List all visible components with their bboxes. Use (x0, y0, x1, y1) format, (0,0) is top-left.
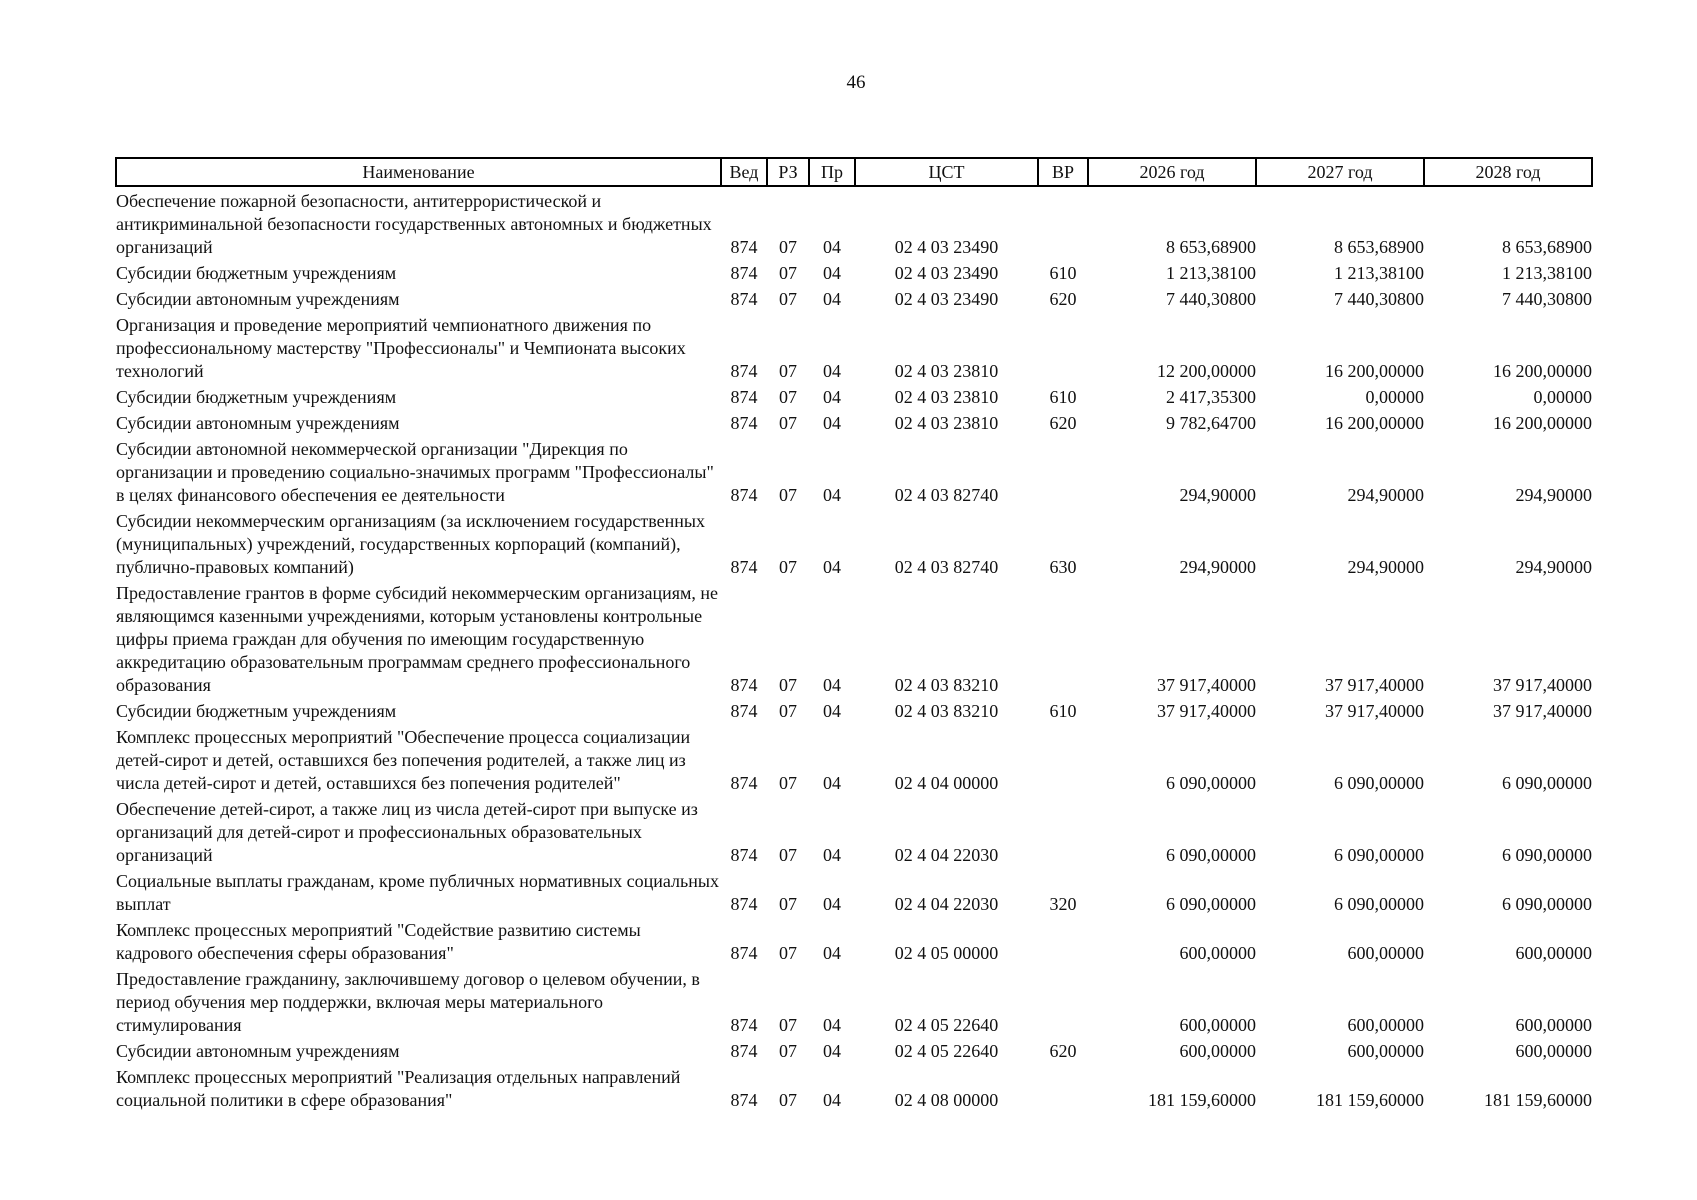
cell-2026: 294,90000 (1179, 557, 1256, 577)
cell-pr: 04 (823, 1041, 841, 1061)
cell-2026: 2 417,35300 (1166, 387, 1256, 407)
cell-2027: 16 200,00000 (1325, 413, 1424, 433)
cell-name: Обеспечение детей-сирот, а также лиц из числа детей-сирот при выпуске из организаций для детей-сирот и профессиональных образовательных организаций (116, 799, 698, 865)
cell-rz: 07 (779, 237, 797, 257)
cell-2026: 37 917,40000 (1157, 675, 1256, 695)
cell-2028: 600,00000 (1515, 943, 1592, 963)
budget-table (115, 157, 1593, 1112)
cell-pr: 04 (823, 557, 841, 577)
cell-name: Комплекс процессных мероприятий "Обеспечение процесса социализации детей-сирот и детей, оставшихся без попечения родителей, а также лиц из числа детей-сирот и детей, оставшихся без попечения родителей" (116, 727, 691, 793)
cell-cst: 02 4 08 00000 (894, 1090, 999, 1110)
cell-2028: 0,00000 (1533, 387, 1592, 407)
table-row (116, 579, 1592, 697)
cell-name: Социальные выплаты гражданам, кроме публичных нормативных социальных выплат (116, 871, 719, 914)
cell-pr: 04 (823, 237, 841, 257)
cell-name: Субсидии автономной некоммерческой организации "Дирекция по организации и проведению социально-значимых программ "Профессионалы" в целях финансового обеспечения ее деятельности (116, 439, 714, 505)
cell-2027: 16 200,00000 (1325, 361, 1424, 381)
cell-cst: 02 4 04 22030 (894, 845, 999, 865)
cell-2027: 600,00000 (1347, 1041, 1424, 1061)
header-pr: Пр (809, 158, 855, 186)
cell-name: Субсидии автономным учреждениям (116, 413, 400, 433)
header-ved: Вед (721, 158, 767, 186)
cell-cst: 02 4 04 22030 (894, 894, 999, 914)
cell-ved: 874 (730, 894, 758, 914)
cell-ved: 874 (730, 1015, 758, 1035)
cell-2027: 600,00000 (1347, 1015, 1424, 1035)
table-row (116, 1063, 1592, 1112)
cell-vr: 320 (1049, 894, 1077, 914)
cell-2027: 294,90000 (1347, 557, 1424, 577)
cell-rz: 07 (779, 289, 797, 309)
cell-2028: 181 159,60000 (1484, 1090, 1592, 1110)
cell-vr (1038, 311, 1088, 383)
cell-cst: 02 4 03 83210 (894, 675, 999, 695)
cell-vr: 610 (1049, 263, 1077, 283)
cell-2026: 600,00000 (1179, 1041, 1256, 1061)
cell-vr (1038, 435, 1088, 507)
cell-2026: 600,00000 (1179, 943, 1256, 963)
cell-2027: 600,00000 (1347, 943, 1424, 963)
header-rz: РЗ (767, 158, 809, 186)
cell-ved: 874 (730, 1041, 758, 1061)
cell-2028: 37 917,40000 (1493, 701, 1592, 721)
cell-ved: 874 (730, 237, 758, 257)
cell-2027: 294,90000 (1347, 485, 1424, 505)
cell-2028: 294,90000 (1515, 485, 1592, 505)
cell-cst: 02 4 03 23810 (894, 413, 999, 433)
cell-2026: 294,90000 (1179, 485, 1256, 505)
header-vr: ВР (1038, 158, 1088, 186)
cell-2026: 8 653,68900 (1166, 237, 1256, 257)
cell-cst: 02 4 03 82740 (894, 485, 999, 505)
cell-vr (1038, 916, 1088, 965)
cell-vr (1038, 186, 1088, 259)
table-row (116, 795, 1592, 867)
table-row (116, 186, 1592, 259)
cell-rz: 07 (779, 557, 797, 577)
table-row (116, 311, 1592, 383)
table-header (116, 158, 1592, 186)
cell-2027: 6 090,00000 (1334, 773, 1424, 793)
cell-rz: 07 (779, 413, 797, 433)
cell-ved: 874 (730, 675, 758, 695)
header-name: Наименование (116, 158, 721, 186)
cell-cst: 02 4 03 23490 (894, 289, 999, 309)
cell-vr (1038, 965, 1088, 1037)
cell-name: Организация и проведение мероприятий чемпионатного движения по профессиональному мастерству "Профессионалы" и Чемпионата высоких технологий (116, 315, 686, 381)
cell-ved: 874 (730, 361, 758, 381)
cell-name: Субсидии бюджетным учреждениям (116, 387, 397, 407)
cell-vr (1038, 795, 1088, 867)
cell-2026: 181 159,60000 (1148, 1090, 1256, 1110)
cell-rz: 07 (779, 773, 797, 793)
cell-vr (1038, 723, 1088, 795)
cell-ved: 874 (730, 557, 758, 577)
cell-vr: 620 (1049, 1041, 1077, 1061)
header-2026: 2026 год (1088, 158, 1256, 186)
cell-2028: 8 653,68900 (1502, 237, 1592, 257)
cell-pr: 04 (823, 1090, 841, 1110)
cell-cst: 02 4 05 00000 (894, 943, 999, 963)
cell-pr: 04 (823, 894, 841, 914)
cell-ved: 874 (730, 701, 758, 721)
cell-2028: 16 200,00000 (1493, 361, 1592, 381)
cell-cst: 02 4 04 00000 (894, 773, 999, 793)
table-row (116, 507, 1592, 579)
cell-2026: 6 090,00000 (1166, 845, 1256, 865)
cell-2026: 9 782,64700 (1166, 413, 1256, 433)
cell-rz: 07 (779, 485, 797, 505)
cell-rz: 07 (779, 1090, 797, 1110)
cell-cst: 02 4 03 23490 (894, 237, 999, 257)
cell-ved: 874 (730, 263, 758, 283)
cell-ved: 874 (730, 485, 758, 505)
cell-vr: 610 (1049, 701, 1077, 721)
cell-2026: 7 440,30800 (1166, 289, 1256, 309)
cell-cst: 02 4 03 82740 (894, 557, 999, 577)
cell-rz: 07 (779, 675, 797, 695)
cell-pr: 04 (823, 701, 841, 721)
table-row (116, 1037, 1592, 1063)
cell-rz: 07 (779, 943, 797, 963)
cell-name: Обеспечение пожарной безопасности, антитеррористической и антикриминальной безопасности государственных автономных и бюджетных организаций (116, 191, 712, 257)
table-row (116, 285, 1592, 311)
cell-pr: 04 (823, 263, 841, 283)
table-row (116, 965, 1592, 1037)
page-number: 46 (846, 72, 866, 93)
cell-name: Субсидии бюджетным учреждениям (116, 701, 397, 721)
cell-cst: 02 4 03 23810 (894, 361, 999, 381)
cell-cst: 02 4 05 22640 (894, 1041, 999, 1061)
cell-2028: 7 440,30800 (1502, 289, 1592, 309)
cell-pr: 04 (823, 675, 841, 695)
cell-2028: 6 090,00000 (1502, 894, 1592, 914)
table-row (116, 383, 1592, 409)
cell-cst: 02 4 03 23490 (894, 263, 999, 283)
cell-2026: 37 917,40000 (1157, 701, 1256, 721)
header-2027: 2027 год (1256, 158, 1424, 186)
cell-2026: 12 200,00000 (1157, 361, 1256, 381)
cell-2026: 1 213,38100 (1166, 263, 1256, 283)
cell-rz: 07 (779, 845, 797, 865)
cell-2027: 6 090,00000 (1334, 845, 1424, 865)
cell-rz: 07 (779, 1015, 797, 1035)
cell-ved: 874 (730, 413, 758, 433)
cell-name: Субсидии автономным учреждениям (116, 289, 400, 309)
table-body (116, 186, 1592, 1112)
cell-name: Субсидии некоммерческим организациям (за исключением государственных (муниципальных) учреждений, государственных корпораций (компаний), публично-правовых компаний) (116, 511, 706, 577)
cell-name: Предоставление гражданину, заключившему договор о целевом обучении, в период обучения мер поддержки, включая меры материального стимулирования (116, 969, 700, 1035)
cell-2027: 6 090,00000 (1334, 894, 1424, 914)
cell-pr: 04 (823, 943, 841, 963)
cell-rz: 07 (779, 263, 797, 283)
cell-pr: 04 (823, 361, 841, 381)
cell-2026: 6 090,00000 (1166, 773, 1256, 793)
cell-2028: 6 090,00000 (1502, 773, 1592, 793)
cell-rz: 07 (779, 1041, 797, 1061)
cell-vr: 630 (1049, 557, 1077, 577)
cell-2028: 37 917,40000 (1493, 675, 1592, 695)
cell-vr: 610 (1049, 387, 1077, 407)
cell-ved: 874 (730, 387, 758, 407)
cell-pr: 04 (823, 413, 841, 433)
cell-rz: 07 (779, 361, 797, 381)
header-2028: 2028 год (1424, 158, 1592, 186)
cell-name: Предоставление грантов в форме субсидий некоммерческим организациям, не являющимся казенными учреждениями, которым установлены контрольные цифры приема граждан для обучения по имеющим государственную аккредитацию образовательным программам среднего профессионального образования (116, 583, 719, 695)
cell-ved: 874 (730, 773, 758, 793)
cell-pr: 04 (823, 845, 841, 865)
cell-2028: 16 200,00000 (1493, 413, 1592, 433)
cell-ved: 874 (730, 943, 758, 963)
cell-ved: 874 (730, 289, 758, 309)
cell-name: Субсидии бюджетным учреждениям (116, 263, 397, 283)
cell-2027: 37 917,40000 (1325, 675, 1424, 695)
cell-name: Комплекс процессных мероприятий "Содействие развитию системы кадрового обеспечения сферы образования" (116, 920, 641, 963)
cell-vr (1038, 579, 1088, 697)
cell-2026: 6 090,00000 (1166, 894, 1256, 914)
cell-2027: 7 440,30800 (1334, 289, 1424, 309)
cell-rz: 07 (779, 701, 797, 721)
table-row (116, 916, 1592, 965)
cell-2028: 294,90000 (1515, 557, 1592, 577)
table-row (116, 435, 1592, 507)
cell-pr: 04 (823, 387, 841, 407)
cell-pr: 04 (823, 773, 841, 793)
cell-vr: 620 (1049, 413, 1077, 433)
cell-2028: 1 213,38100 (1502, 263, 1592, 283)
cell-2026: 600,00000 (1179, 1015, 1256, 1035)
cell-name: Комплекс процессных мероприятий "Реализация отдельных направлений социальной политики в сфере образования" (116, 1067, 681, 1110)
cell-name: Субсидии автономным учреждениям (116, 1041, 400, 1061)
cell-2028: 6 090,00000 (1502, 845, 1592, 865)
table-row (116, 723, 1592, 795)
cell-pr: 04 (823, 485, 841, 505)
cell-ved: 874 (730, 1090, 758, 1110)
cell-ved: 874 (730, 845, 758, 865)
cell-vr (1038, 1063, 1088, 1112)
cell-vr: 620 (1049, 289, 1077, 309)
table-row (116, 409, 1592, 435)
table-row (116, 697, 1592, 723)
cell-2027: 8 653,68900 (1334, 237, 1424, 257)
cell-pr: 04 (823, 289, 841, 309)
cell-2028: 600,00000 (1515, 1015, 1592, 1035)
cell-2027: 1 213,38100 (1334, 263, 1424, 283)
cell-pr: 04 (823, 1015, 841, 1035)
cell-rz: 07 (779, 894, 797, 914)
cell-2027: 0,00000 (1365, 387, 1424, 407)
cell-2027: 37 917,40000 (1325, 701, 1424, 721)
header-cst: ЦСТ (855, 158, 1038, 186)
cell-cst: 02 4 03 23810 (894, 387, 999, 407)
cell-2028: 600,00000 (1515, 1041, 1592, 1061)
table-row (116, 867, 1592, 916)
cell-cst: 02 4 05 22640 (894, 1015, 999, 1035)
cell-rz: 07 (779, 387, 797, 407)
cell-2027: 181 159,60000 (1316, 1090, 1424, 1110)
cell-cst: 02 4 03 83210 (894, 701, 999, 721)
table-row (116, 259, 1592, 285)
